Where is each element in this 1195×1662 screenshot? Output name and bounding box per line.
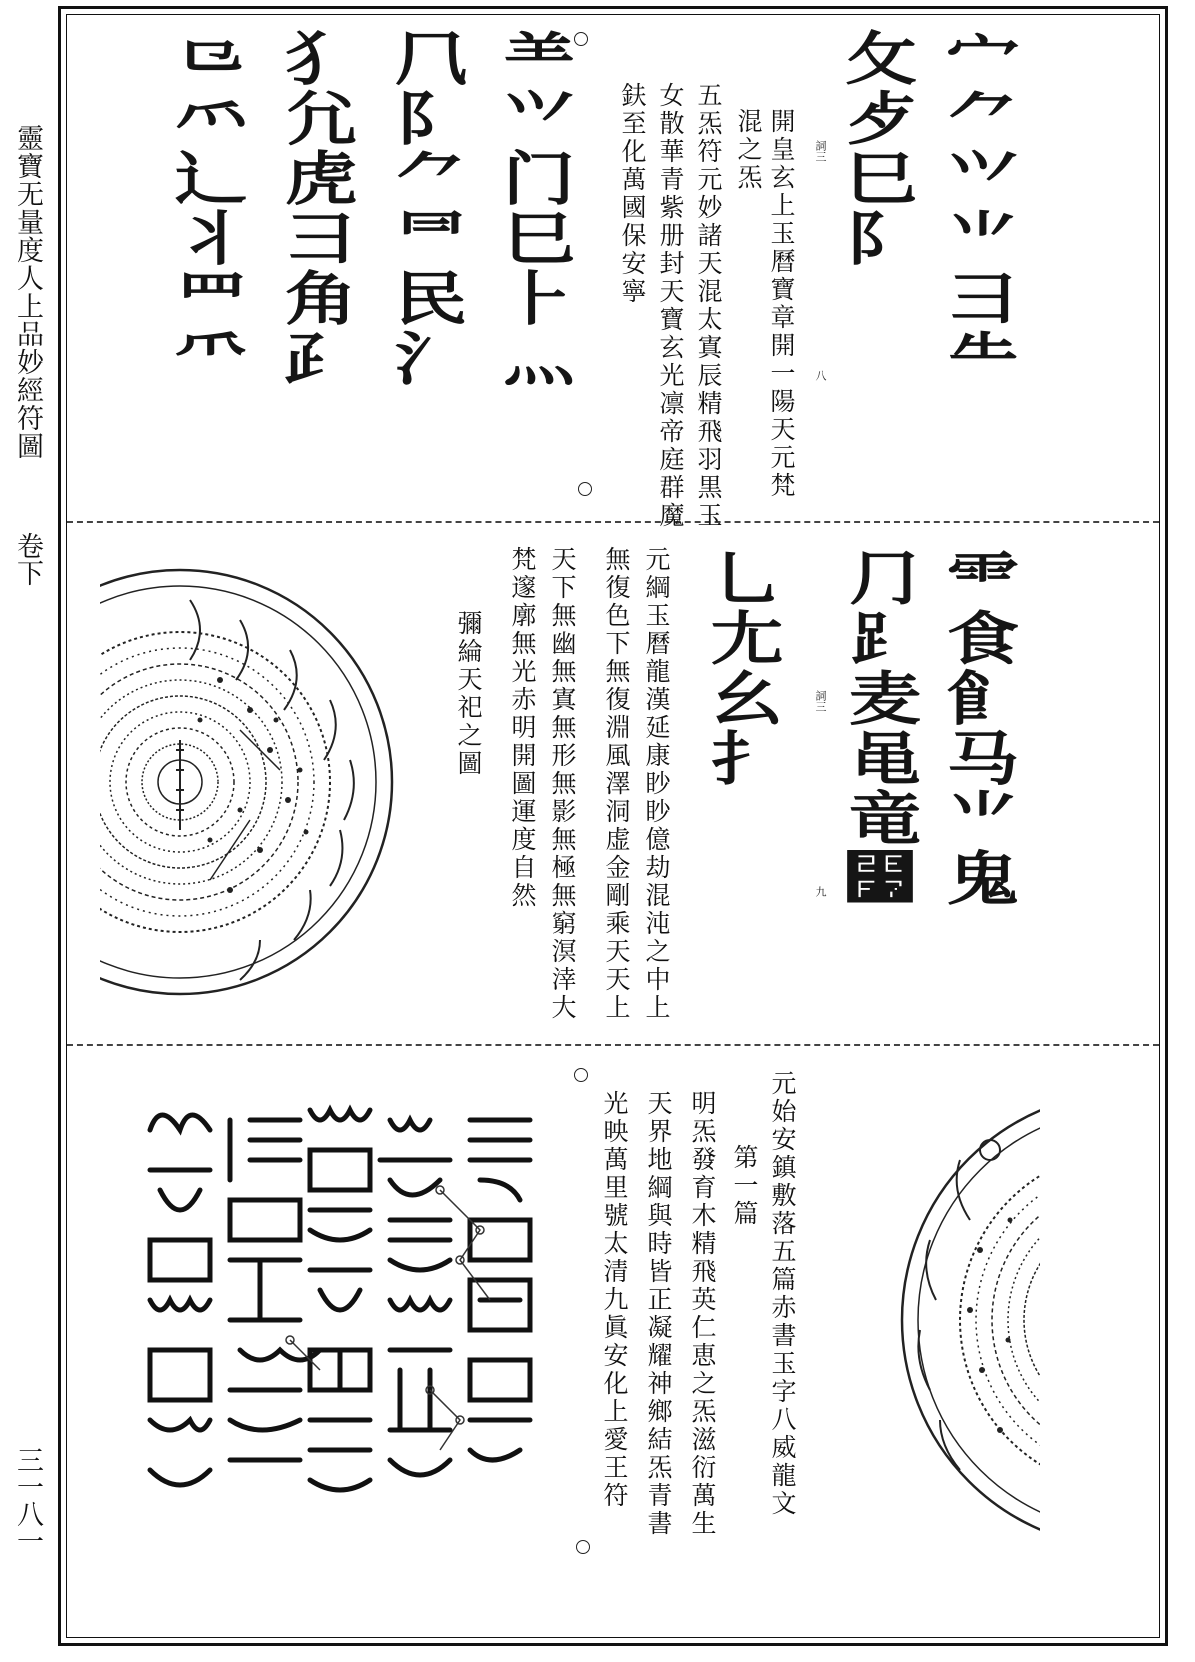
circle-mark	[574, 32, 588, 46]
margin-volume: 卷下	[12, 532, 43, 586]
panel3-text-line-2: 第一篇	[730, 1144, 759, 1228]
panel2-text-line-4: 梵邃廓無光赤明開圖運度自然	[508, 546, 537, 910]
panel2-text-line-3: 天下無幽無寘無形無影無極無窮溟涬大	[548, 546, 577, 1022]
panel2-small-mark-2: 九	[814, 886, 827, 897]
panel1-text-line-1: 開皇玄上玉曆寶章開一陽天元梵	[767, 108, 796, 500]
panel2-text-line-5: 彌綸天祀之圖	[454, 610, 483, 778]
panel3-text-line-4: 天界地綱與時皆正凝耀神鄉結炁青書	[644, 1090, 673, 1538]
panel2-text-line-2: 無復色下無復淵風澤洞虚金剛乘天天上	[602, 546, 631, 1022]
panel3-text-line-1: 元始安鎮敷落五篇赤書玉字八威龍文	[768, 1070, 797, 1518]
circle-mark	[574, 1068, 588, 1082]
panel-divider-bottom	[67, 1044, 1159, 1046]
panel2-text-line-1: 元綱玉曆龍漢延康眇眇億劫混沌之中上	[642, 546, 671, 1022]
panel3-text-line-5: 光映萬里號太清九眞安化上愛王符	[600, 1090, 629, 1510]
panel1-text-line-5: 鈇至化萬國保安寧	[618, 82, 647, 306]
panel1-small-mark-2: 八	[814, 370, 827, 381]
panel3-text-line-3: 明炁發育木精飛英仁恵之炁滋衍萬生	[688, 1090, 717, 1538]
circle-mark	[576, 1540, 590, 1554]
margin-page-number: 三一八一	[12, 1446, 43, 1554]
margin-book-title: 靈寶无量度人上品妙經符圖	[12, 124, 43, 460]
panel1-text-line-3: 五炁符元妙諸天混太寘辰精飛羽黒玉	[694, 82, 723, 530]
panel-divider-top	[67, 521, 1159, 523]
circle-mark	[578, 482, 592, 496]
panel1-small-mark-1: 詞三	[814, 140, 827, 162]
panel1-text-line-2: 混之炁	[734, 108, 763, 192]
seal-script-talisman	[140, 1090, 560, 1520]
panel2-small-mark-1: 詞三	[814, 690, 827, 712]
diagram-celestial-disc	[100, 560, 420, 1000]
panel1-text-line-4: 女散華青紫册封天寶玄光凛帝庭群魔	[656, 82, 685, 530]
diagram-celestial-disc	[890, 1100, 1040, 1540]
